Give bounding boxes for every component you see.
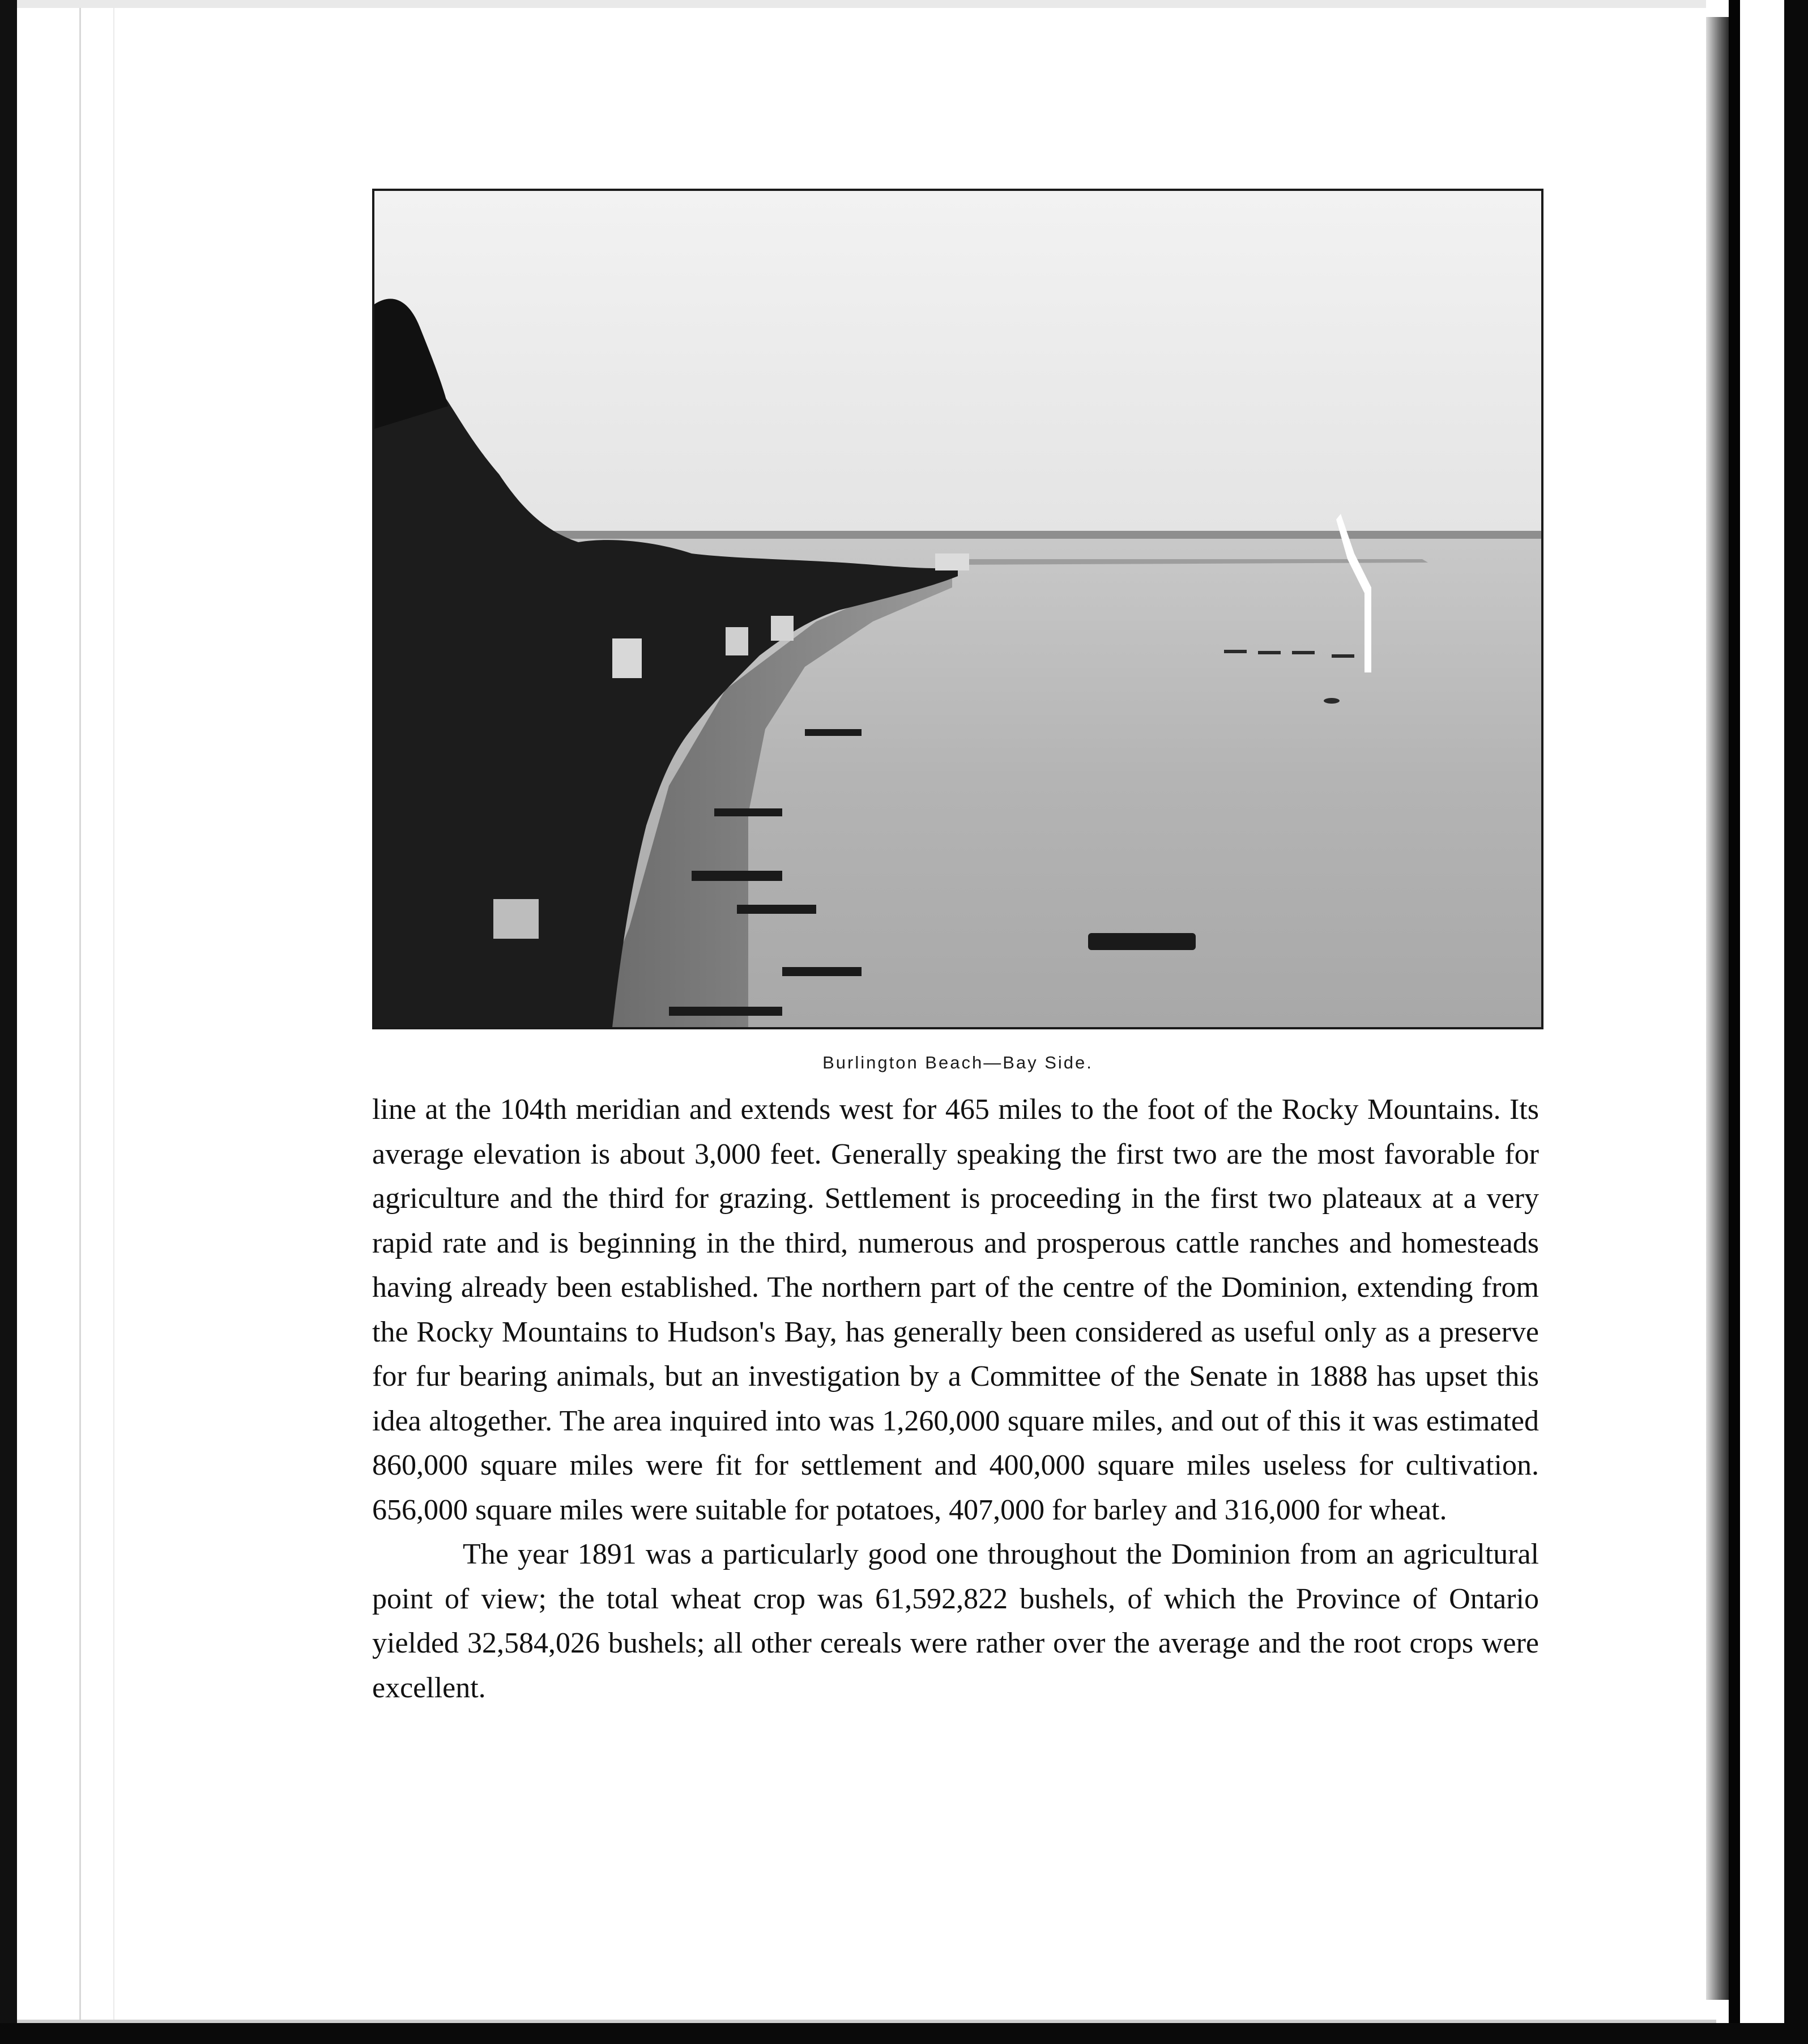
paragraph: line at the 104th meridian and extends west for 465 miles to the foot of the Rocky Mountains. Its average elevation is about 3,000 feet. Generally speaking the first two are the most favorable for agriculture and the third for grazing. Settlement is proceeding in the first two plateaux at a very rapid rate and is beginning in the third, numerous and prosperous cattle ranches and homesteads having already been established. The northern part of the centre of the Dominion, extending from the Rocky Mountains to Hudson's Bay, has generally been considered as useful only as a preserve for fur bearing animals, but an investigation by a Committee of the Senate in 1888 has upset this idea altogether. The area inquired into was 1,260,000 square miles, and out of this it was estimated 860,000 square miles were fit for settlement and 400,000 square miles useless for cultivation. 656,000 square miles were suitable for potatoes, 407,000 for barley and 316,000 for wheat. [372, 1093, 1539, 1526]
body-text [372, 1088, 1539, 1710]
moored-boat [805, 729, 862, 736]
distant-sailboat [1258, 651, 1281, 654]
moored-boat [692, 871, 782, 881]
boathouse [771, 616, 794, 641]
photograph-plate [372, 189, 1543, 1029]
distant-sailboat [1332, 654, 1354, 658]
moored-boat [737, 905, 816, 914]
paragraph: The year 1891 was a particularly good one throughout the Dominion from an agricultural point of view; the total wheat crop was 61,592,822 bushels, of which the Province of Ontario yielded 32,584,026 bushels; all other cereals were rather over the average and the root crops were excellent. [372, 1538, 1539, 1704]
horizon-line [505, 531, 1541, 539]
boathouse [726, 627, 748, 655]
boathouse [612, 638, 642, 678]
shed [493, 899, 539, 939]
moored-boat [714, 808, 782, 816]
scan-top-edge [17, 0, 1716, 8]
moored-boat [669, 1007, 782, 1016]
print-spot [1324, 698, 1340, 704]
page-edge-line [113, 0, 114, 2044]
photo-caption: Burlington Beach—Bay Side. [822, 1053, 1093, 1072]
rowboat-with-people [1088, 933, 1196, 950]
distant-house [935, 553, 969, 570]
page-edge-line [79, 0, 81, 2044]
sky [374, 191, 1541, 536]
distant-sailboat [1224, 650, 1247, 653]
scan-left-edge [0, 0, 17, 2044]
scan-right-edge [1784, 0, 1808, 2044]
scan-right-edge [1729, 0, 1740, 2044]
page-gutter-shadow [1706, 17, 1729, 2000]
moored-boat [782, 967, 862, 976]
distant-sailboat [1292, 651, 1315, 654]
scan-bottom-border [0, 2023, 1808, 2044]
beach-photograph [374, 191, 1541, 1027]
